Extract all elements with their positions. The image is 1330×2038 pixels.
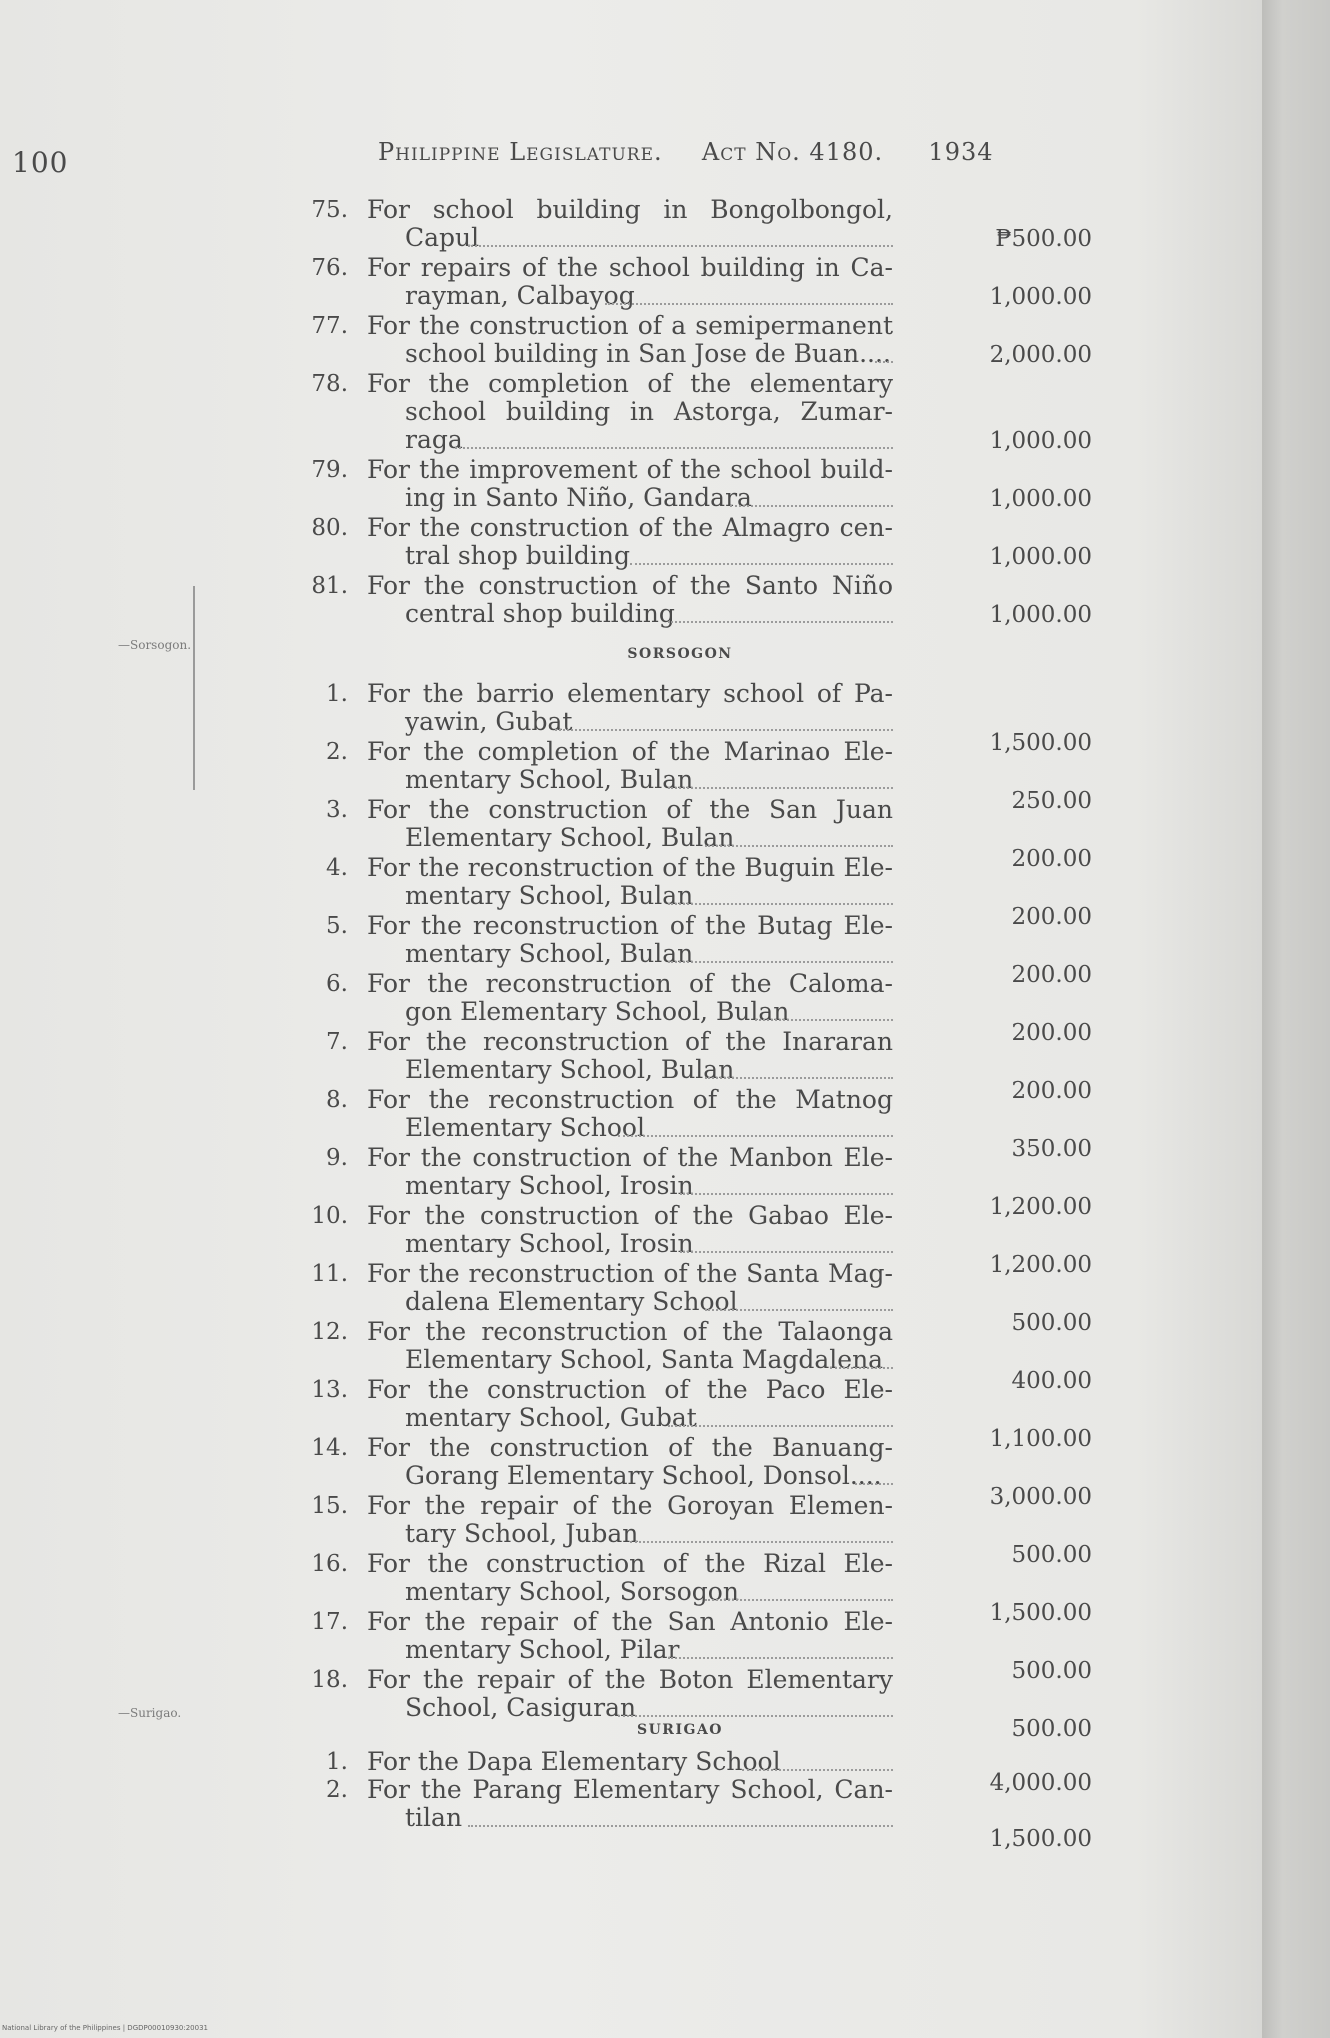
item-amount: ₱500.00 <box>995 226 1092 252</box>
item-text-line: For school building in Bongolbongol, <box>367 195 893 224</box>
section-heading-sorsogon: SORSOGON <box>627 646 733 662</box>
item-amount: 1,500.00 <box>989 730 1092 756</box>
item-amount: 500.00 <box>1011 1542 1092 1568</box>
running-head <box>378 138 994 166</box>
dot-leader <box>705 1309 893 1311</box>
item-text-line: For the construction of the Manbon Ele- <box>367 1143 893 1172</box>
item-text-line: For the construction of the Paco Ele- <box>367 1375 893 1404</box>
dot-leader <box>668 787 894 789</box>
item-number: 10. <box>311 1203 348 1229</box>
item-text-line: For the reconstruction of the Caloma- <box>367 969 893 998</box>
item-number: 6. <box>326 971 348 997</box>
dot-leader <box>618 1135 894 1137</box>
item-number: 75. <box>311 197 348 223</box>
item-amount: 350.00 <box>1011 1136 1092 1162</box>
dot-leader <box>668 903 894 905</box>
dot-leader <box>742 1769 893 1771</box>
item-text-line: For the construction of the Gabao Ele- <box>367 1201 893 1230</box>
dot-leader <box>680 1251 893 1253</box>
footer-credit: National Library of the Philippines | DGDP00010930:20031 <box>2 2024 208 2032</box>
dot-leader <box>705 1077 893 1079</box>
item-number: 77. <box>311 313 348 339</box>
item-text-line: dalena Elementary School <box>405 1287 738 1316</box>
item-number: 14. <box>311 1435 348 1461</box>
item-number: 4. <box>326 855 348 881</box>
item-amount: 500.00 <box>1011 1658 1092 1684</box>
dot-leader <box>855 1483 893 1485</box>
item-amount: 400.00 <box>1011 1368 1092 1394</box>
dot-leader <box>705 1599 893 1601</box>
item-text-line: Capul <box>405 223 480 252</box>
item-text-line: For the repair of the San Antonio Ele- <box>367 1607 893 1636</box>
item-number: 5. <box>326 913 348 939</box>
item-number: 11. <box>311 1261 348 1287</box>
dot-leader <box>668 621 894 623</box>
dot-leader <box>555 729 893 731</box>
item-number: 9. <box>326 1145 348 1171</box>
item-number: 13. <box>311 1377 348 1403</box>
running-head-act: Act No. 4180. <box>701 138 884 166</box>
item-amount: 1,200.00 <box>989 1194 1092 1220</box>
item-text-line: For the reconstruction of the Butag Ele- <box>367 911 893 940</box>
item-text-line: gon Elementary School, Bulan <box>405 997 790 1026</box>
item-text-line: For the reconstruction of the Matnog <box>367 1085 893 1114</box>
section-heading-surigao: SURIGAO <box>636 1722 724 1738</box>
item-text-line: School, Casiguran <box>405 1693 637 1722</box>
item-amount: 250.00 <box>1011 788 1092 814</box>
dot-leader <box>730 505 893 507</box>
dot-leader <box>468 1825 894 1827</box>
item-text-line: Gorang Elementary School, Donsol.... <box>405 1461 882 1490</box>
item-amount: 200.00 <box>1011 846 1092 872</box>
running-head-legislature: Philippine Legislature. <box>378 138 663 166</box>
item-amount: 200.00 <box>1011 1078 1092 1104</box>
item-amount: 2,000.00 <box>989 342 1092 368</box>
item-number: 2. <box>326 1777 348 1803</box>
running-head-year: 1934 <box>928 138 994 166</box>
item-text-line: yawin, Gubat <box>405 707 573 736</box>
item-text-line: For repairs of the school building in Ca- <box>367 253 893 282</box>
item-number: 1. <box>326 681 348 707</box>
item-text-line: mentary School, Sorsogon <box>405 1577 739 1606</box>
item-number: 81. <box>311 573 348 599</box>
item-amount: 4,000.00 <box>989 1770 1092 1796</box>
item-number: 7. <box>326 1029 348 1055</box>
item-text-line: For the Dapa Elementary School <box>367 1747 781 1776</box>
item-number: 78. <box>311 371 348 397</box>
item-text-line: For the construction of the San Juan <box>367 795 893 824</box>
item-text-line: For the construction of the Rizal Ele- <box>367 1549 893 1578</box>
item-text-line: For the improvement of the school build- <box>367 455 893 484</box>
item-text-line: ing in Santo Niño, Gandara <box>405 483 752 512</box>
item-text-line: mentary School, Bulan <box>405 939 694 968</box>
item-amount: 1,000.00 <box>989 428 1092 454</box>
item-text-line: Elementary School, Bulan <box>405 1055 735 1084</box>
item-number: 16. <box>311 1551 348 1577</box>
item-text-line: mentary School, Irosin <box>405 1171 694 1200</box>
item-text-line: Elementary School, Santa Magdalena <box>405 1345 884 1374</box>
item-number: 79. <box>311 457 348 483</box>
item-number: 17. <box>311 1609 348 1635</box>
item-text-line: For the Parang Elementary School, Can- <box>367 1775 893 1804</box>
dot-leader <box>605 303 893 305</box>
item-number: 1. <box>326 1749 348 1775</box>
item-amount: 1,000.00 <box>989 544 1092 570</box>
margin-note-surigao: —Surigao. <box>118 1706 182 1720</box>
dot-leader <box>755 1019 893 1021</box>
dot-leader <box>630 563 893 565</box>
dot-leader <box>705 845 893 847</box>
item-text-line: For the repair of the Goroyan Elemen- <box>367 1491 893 1520</box>
item-amount: 200.00 <box>1011 904 1092 930</box>
item-number: 80. <box>311 515 348 541</box>
dot-leader <box>468 245 894 247</box>
item-amount: 1,000.00 <box>989 284 1092 310</box>
item-number: 3. <box>326 797 348 823</box>
item-text-line: school building in Astorga, Zumar- <box>405 397 893 426</box>
item-text-line: central shop building <box>405 599 675 628</box>
dot-leader <box>455 447 893 449</box>
item-text-line: mentary School, Irosin <box>405 1229 694 1258</box>
item-number: 8. <box>326 1087 348 1113</box>
item-text-line: Elementary School <box>405 1113 645 1142</box>
item-text-line: For the construction of the Banuang- <box>367 1433 893 1462</box>
item-amount: 1,100.00 <box>989 1426 1092 1452</box>
item-text-line: school building in San Jose de Buan.... <box>405 339 891 368</box>
item-text-line: For the reconstruction of the Santa Mag- <box>367 1259 893 1288</box>
dot-leader <box>630 1541 893 1543</box>
dot-leader <box>668 1657 894 1659</box>
item-text-line: tral shop building <box>405 541 630 570</box>
item-amount: 1,200.00 <box>989 1252 1092 1278</box>
dot-leader <box>618 1715 894 1717</box>
item-number: 18. <box>311 1667 348 1693</box>
item-amount: 200.00 <box>1011 1020 1092 1046</box>
item-text-line: mentary School, Bulan <box>405 765 694 794</box>
item-amount: 1,000.00 <box>989 602 1092 628</box>
dot-leader <box>680 1193 893 1195</box>
item-amount: 1,500.00 <box>989 1826 1092 1852</box>
item-text-line: Elementary School, Bulan <box>405 823 735 852</box>
item-text-line: tary School, Juban <box>405 1519 639 1548</box>
item-text-line: mentary School, Gubat <box>405 1403 697 1432</box>
dot-leader <box>830 1367 893 1369</box>
item-text-line: tilan <box>405 1803 463 1832</box>
item-amount: 3,000.00 <box>989 1484 1092 1510</box>
item-text-line: For the reconstruction of the Talaonga <box>367 1317 893 1346</box>
item-text-line: For the completion of the elementary <box>367 369 893 398</box>
item-amount: 1,500.00 <box>989 1600 1092 1626</box>
dot-leader <box>875 361 893 363</box>
dot-leader <box>668 961 894 963</box>
dot-leader <box>668 1425 894 1427</box>
item-amount: 1,000.00 <box>989 486 1092 512</box>
item-text-line: For the construction of a semipermanent <box>367 311 893 340</box>
item-text-line: For the construction of the Santo Niño <box>367 571 893 600</box>
item-text-line: mentary School, Pilar <box>405 1635 680 1664</box>
item-amount: 200.00 <box>1011 962 1092 988</box>
page-number: 100 <box>12 146 69 179</box>
item-number: 15. <box>311 1493 348 1519</box>
item-text-line: For the barrio elementary school of Pa- <box>367 679 893 708</box>
margin-note-sorsogon: —Sorsogon. <box>118 638 192 652</box>
item-number: 76. <box>311 255 348 281</box>
item-text-line: For the completion of the Marinao Ele- <box>367 737 893 766</box>
item-text-line: For the reconstruction of the Buguin Ele- <box>367 853 893 882</box>
item-text-line: raga <box>405 425 463 454</box>
item-text-line: For the construction of the Almagro cen- <box>367 513 893 542</box>
item-number: 2. <box>326 739 348 765</box>
item-text-line: For the repair of the Boton Elementary <box>367 1665 893 1694</box>
item-number: 12. <box>311 1319 348 1345</box>
item-text-line: mentary School, Bulan <box>405 881 694 910</box>
item-text-line: rayman, Calbayog <box>405 281 635 310</box>
page-gutter-shadow <box>1262 0 1330 2038</box>
item-text-line: For the reconstruction of the Inararan <box>367 1027 893 1056</box>
item-amount: 500.00 <box>1011 1716 1092 1742</box>
item-amount: 500.00 <box>1011 1310 1092 1336</box>
